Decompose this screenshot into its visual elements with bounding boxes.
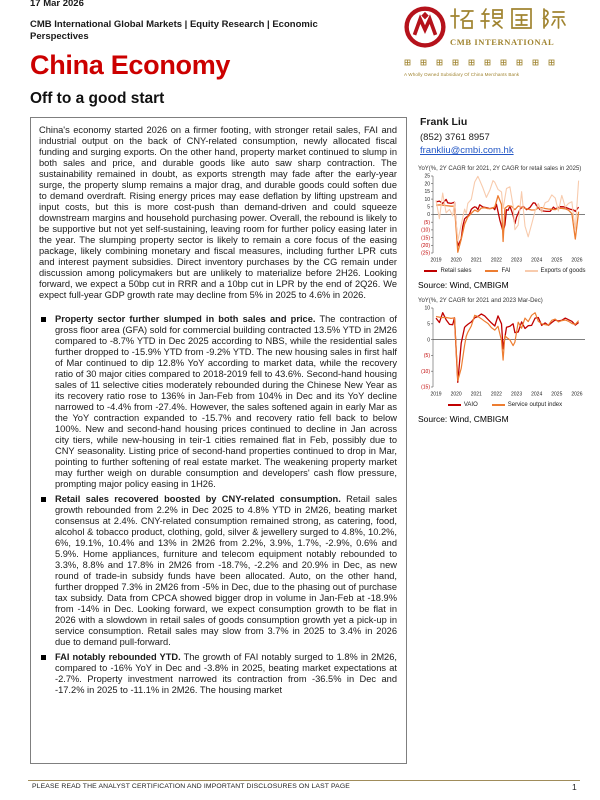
bullet-text: [55, 494, 397, 648]
svg-text:(20): (20): [421, 243, 430, 249]
bullet-lead: FAI notably rebounded YTD.: [55, 652, 181, 662]
chart-source: Source: Wind, CMBIGM: [418, 280, 509, 290]
svg-text:2023: 2023: [510, 257, 523, 263]
chart-legend: [418, 268, 592, 274]
chart-canvas-activity: [418, 173, 590, 268]
svg-text:2024: 2024: [531, 391, 543, 397]
bullet-square-icon: [41, 317, 46, 322]
cmb-chinese-subtitle: [404, 53, 584, 71]
svg-text:2021: 2021: [470, 257, 482, 263]
svg-text:10: 10: [424, 196, 430, 203]
svg-text:2026: 2026: [571, 391, 583, 397]
chart-canvas-output: [418, 305, 590, 402]
svg-text:5: 5: [427, 204, 430, 211]
bullet-lead: Retail sales recovered boosted by CNY-related consumption.: [55, 494, 341, 504]
bullet-property-sector: [39, 314, 397, 490]
svg-text:2021: 2021: [470, 391, 482, 397]
svg-text:20: 20: [424, 181, 430, 188]
page-number: 1: [572, 782, 577, 792]
footer-disclaimer: PLEASE READ THE ANALYST CERTIFICATION AND IMPORTANT DISCLOSURES ON LAST PAGE: [32, 783, 350, 790]
legend-swatch: [448, 404, 461, 406]
footer-divider: [28, 780, 580, 781]
svg-text:(5): (5): [423, 219, 430, 226]
cmb-emblem-icon: [404, 6, 446, 53]
chart-legend: [418, 402, 592, 408]
svg-text:2023: 2023: [510, 391, 523, 397]
svg-text:25: 25: [424, 173, 430, 180]
svg-text:(10): (10): [421, 368, 430, 375]
legend-item: VAIO: [448, 402, 478, 408]
svg-text:2025: 2025: [551, 257, 563, 263]
svg-text:0: 0: [427, 337, 430, 344]
svg-text:2025: 2025: [551, 391, 563, 397]
legend-item: Service output index: [492, 402, 562, 408]
page-title: China Economy: [30, 50, 231, 80]
cmb-chinese-wordmark: [450, 18, 572, 35]
svg-text:2020: 2020: [450, 391, 462, 397]
svg-text:2020: 2020: [450, 257, 462, 263]
bullet-text: [55, 652, 397, 696]
svg-text:5: 5: [427, 321, 430, 328]
svg-text:2026: 2026: [571, 257, 583, 263]
analyst-email-link[interactable]: frankliu@cmbi.com.hk: [420, 145, 514, 156]
bullet-fai: [39, 652, 397, 696]
cmb-en-wordmark: CMB INTERNATIONAL: [450, 37, 555, 47]
bullet-square-icon: [41, 497, 46, 502]
bullet-lead: Property sector further slumped in both sales and price.: [55, 314, 316, 324]
bullet-text: [55, 314, 397, 490]
cmb-logo: [404, 6, 584, 77]
svg-text:2022: 2022: [490, 257, 502, 263]
bullet-body: The contraction of gross floor area (GFA) sold for commercial building contracted 13.5% YTD in 2M26 compared to -8.7% YTD in Dec 2025 according to NBS, while the residential sales further dropped to -15.9% YTD from -9.2% YTD. The new housing sales in first half of Mar continued to dip 12.8% YoY according to market data, while the recovery ratio of 30 major cities compared to 2018-2019 fell to 43.6%. Second-hand housing sales of 11 selective cities moderately rebounded during the Chinese New Year as its recovery ratio rose to 136% in Jan-Feb from 104% in Dec and its YoY decline narrowed to -4.4% from -27.4%. However, the sales softened again in early Mar as the YoY contraction expanded to -15.7% and recovery ratio fell back to below 100%. New and second-hand housing prices continued to decline in Jan across city tiers, while new-housing in teir-1 cities remained flat in Feb, possibly due to CNY seasonality. Listing price of second-hand properties continued to drop in Mar, pointing to further softening of real estate market. The weakening property market may further weigh on durable consumption and developers' cash flow pressure, prompting major policy easing in 1H26.: [55, 314, 397, 489]
svg-text:(15): (15): [421, 384, 430, 391]
cmb-subsidiary-line: A Wholly Owned Subsidiary Of China Merchants Bank: [404, 72, 520, 77]
legend-item: Exports of goods: [525, 268, 586, 274]
legend-item: Retail sales: [424, 268, 471, 274]
legend-swatch: [485, 270, 498, 272]
report-date: 17 Mar 2026: [30, 0, 84, 9]
svg-text:2019: 2019: [430, 257, 442, 263]
chart-output-block: [418, 298, 592, 424]
bullet-retail-sales: [39, 494, 397, 648]
legend-item: FAI: [485, 268, 510, 274]
svg-text:15: 15: [424, 189, 430, 196]
chart-activity-block: [418, 166, 592, 290]
svg-text:(5): (5): [423, 353, 430, 360]
bullet-body: Retail sales growth rebounded from 2.2% in Dec 2025 to 4.8% YTD in 2M26, beating market consensus at 2.4%. CNY-related consumption remained strong, as catering, food, alcohol & tobacco product, clothing, gold, silver & jewellery surged to 4.8%, 10.2%, 6%, 19.1%, 10.4% and 13% in 2M26 from 2.2%, 3.9%, 1.7%, -2.9%, 0.6% and 5.9%. Home appliances, furniture and telecom equipment notably rebounded to 3.3%, 8.8% and 17.8% in 2M26 from -18.7%, -2.2% and 20.9% in Dec, as new round of trade-in subsidy funds have been allocated. Auto, on the other hand, further dropped 7.3% in 2M26 from -5% in Dec, due to the phasing out of purchase tax subsidy. Data from CPCA showed bigger drop in volume in Jan-Feb at -18.9% from -14% in Dec. Looking forward, we expect consumption growth to be flat in 2026 with a slowdown in retail sales of goods consumption growth yet a pick-up in service consumption. Retail sales may slow from 3.7% in 2025 to 3.4% in 2026 due to demand pull-forward.: [55, 494, 397, 647]
bullet-body: The growth of FAI notably surged to 1.8% in 2M26, compared to -16% YoY in Dec and -3.8% in 2025, beating market expectations at -2.7%. Property investment narrowed its contraction from -36.5% in Dec and -17.2% in 2025 to -11.1% in 2M26. The housing market: [55, 652, 397, 695]
svg-text:0: 0: [427, 212, 430, 219]
report-tagline: CMB International Global Markets | Equity Research | Economic Perspectives: [30, 19, 318, 42]
svg-text:2022: 2022: [490, 391, 502, 397]
svg-text:10: 10: [424, 305, 430, 312]
page-subtitle: Off to a good start: [30, 90, 165, 107]
legend-swatch: [492, 404, 505, 406]
bullet-square-icon: [41, 655, 46, 660]
summary-box: [30, 117, 407, 764]
chart-title: YoY(%, 2Y CAGR for 2021, 2Y CAGR for retail sales in 2025): [418, 166, 582, 172]
svg-text:2019: 2019: [430, 391, 442, 397]
summary-paragraph: China's economy started 2026 on a firmer footing, with stronger retail sales, FAI and industrial output on the back of CNY-related consumption, newly allocated fiscal funding and surging exports. On the other hand, property market continued to slump in both sales and price, and durable goods like auto saw sharp contraction. The sustainability remained in doubt, as exports strength may fade after the early-year surge, the property slump remains a major drag, and durable goods could soften due to demand overdraft. Rising energy prices may ease deflation by lifting upstream and input costs, but this is more cost-push than demand-driven and could squeeze downstream margins and household purchasing power. Overall, the rebound is likely to be supportive but not yet self-sustaining, leaving room for further policy easing later in the year. The slumping property sector is likely to remain a core focus of the easing package, likely combining monetary and fiscal measures, including further LPR cuts and interest payment subsidies. Direct inventory purchases by the CG remain under discussion among policymakers but are unlikely to materialize before 2H26. Looking forward, we expect a 50bp cut in RRR and a 10bp cut in LPR by the end of 2Q26. We expect full-year GDP growth rate may decline from 5% in 2025 to 4.6% in 2026.: [39, 125, 397, 300]
legend-swatch: [525, 270, 538, 272]
svg-text:(25): (25): [421, 250, 430, 257]
svg-text:2024: 2024: [531, 257, 543, 263]
legend-swatch: [424, 270, 437, 272]
chart-title: YoY(%, 2Y CAGR for 2021 and 2023 Mar-Dec): [418, 298, 543, 304]
analyst-block: [420, 116, 590, 156]
svg-text:(15): (15): [421, 235, 430, 242]
analyst-phone: (852) 3761 8957: [420, 132, 490, 143]
svg-text:(10): (10): [421, 227, 430, 234]
analyst-name: Frank Liu: [420, 116, 468, 128]
chart-source: Source: Wind, CMBIGM: [418, 414, 509, 424]
